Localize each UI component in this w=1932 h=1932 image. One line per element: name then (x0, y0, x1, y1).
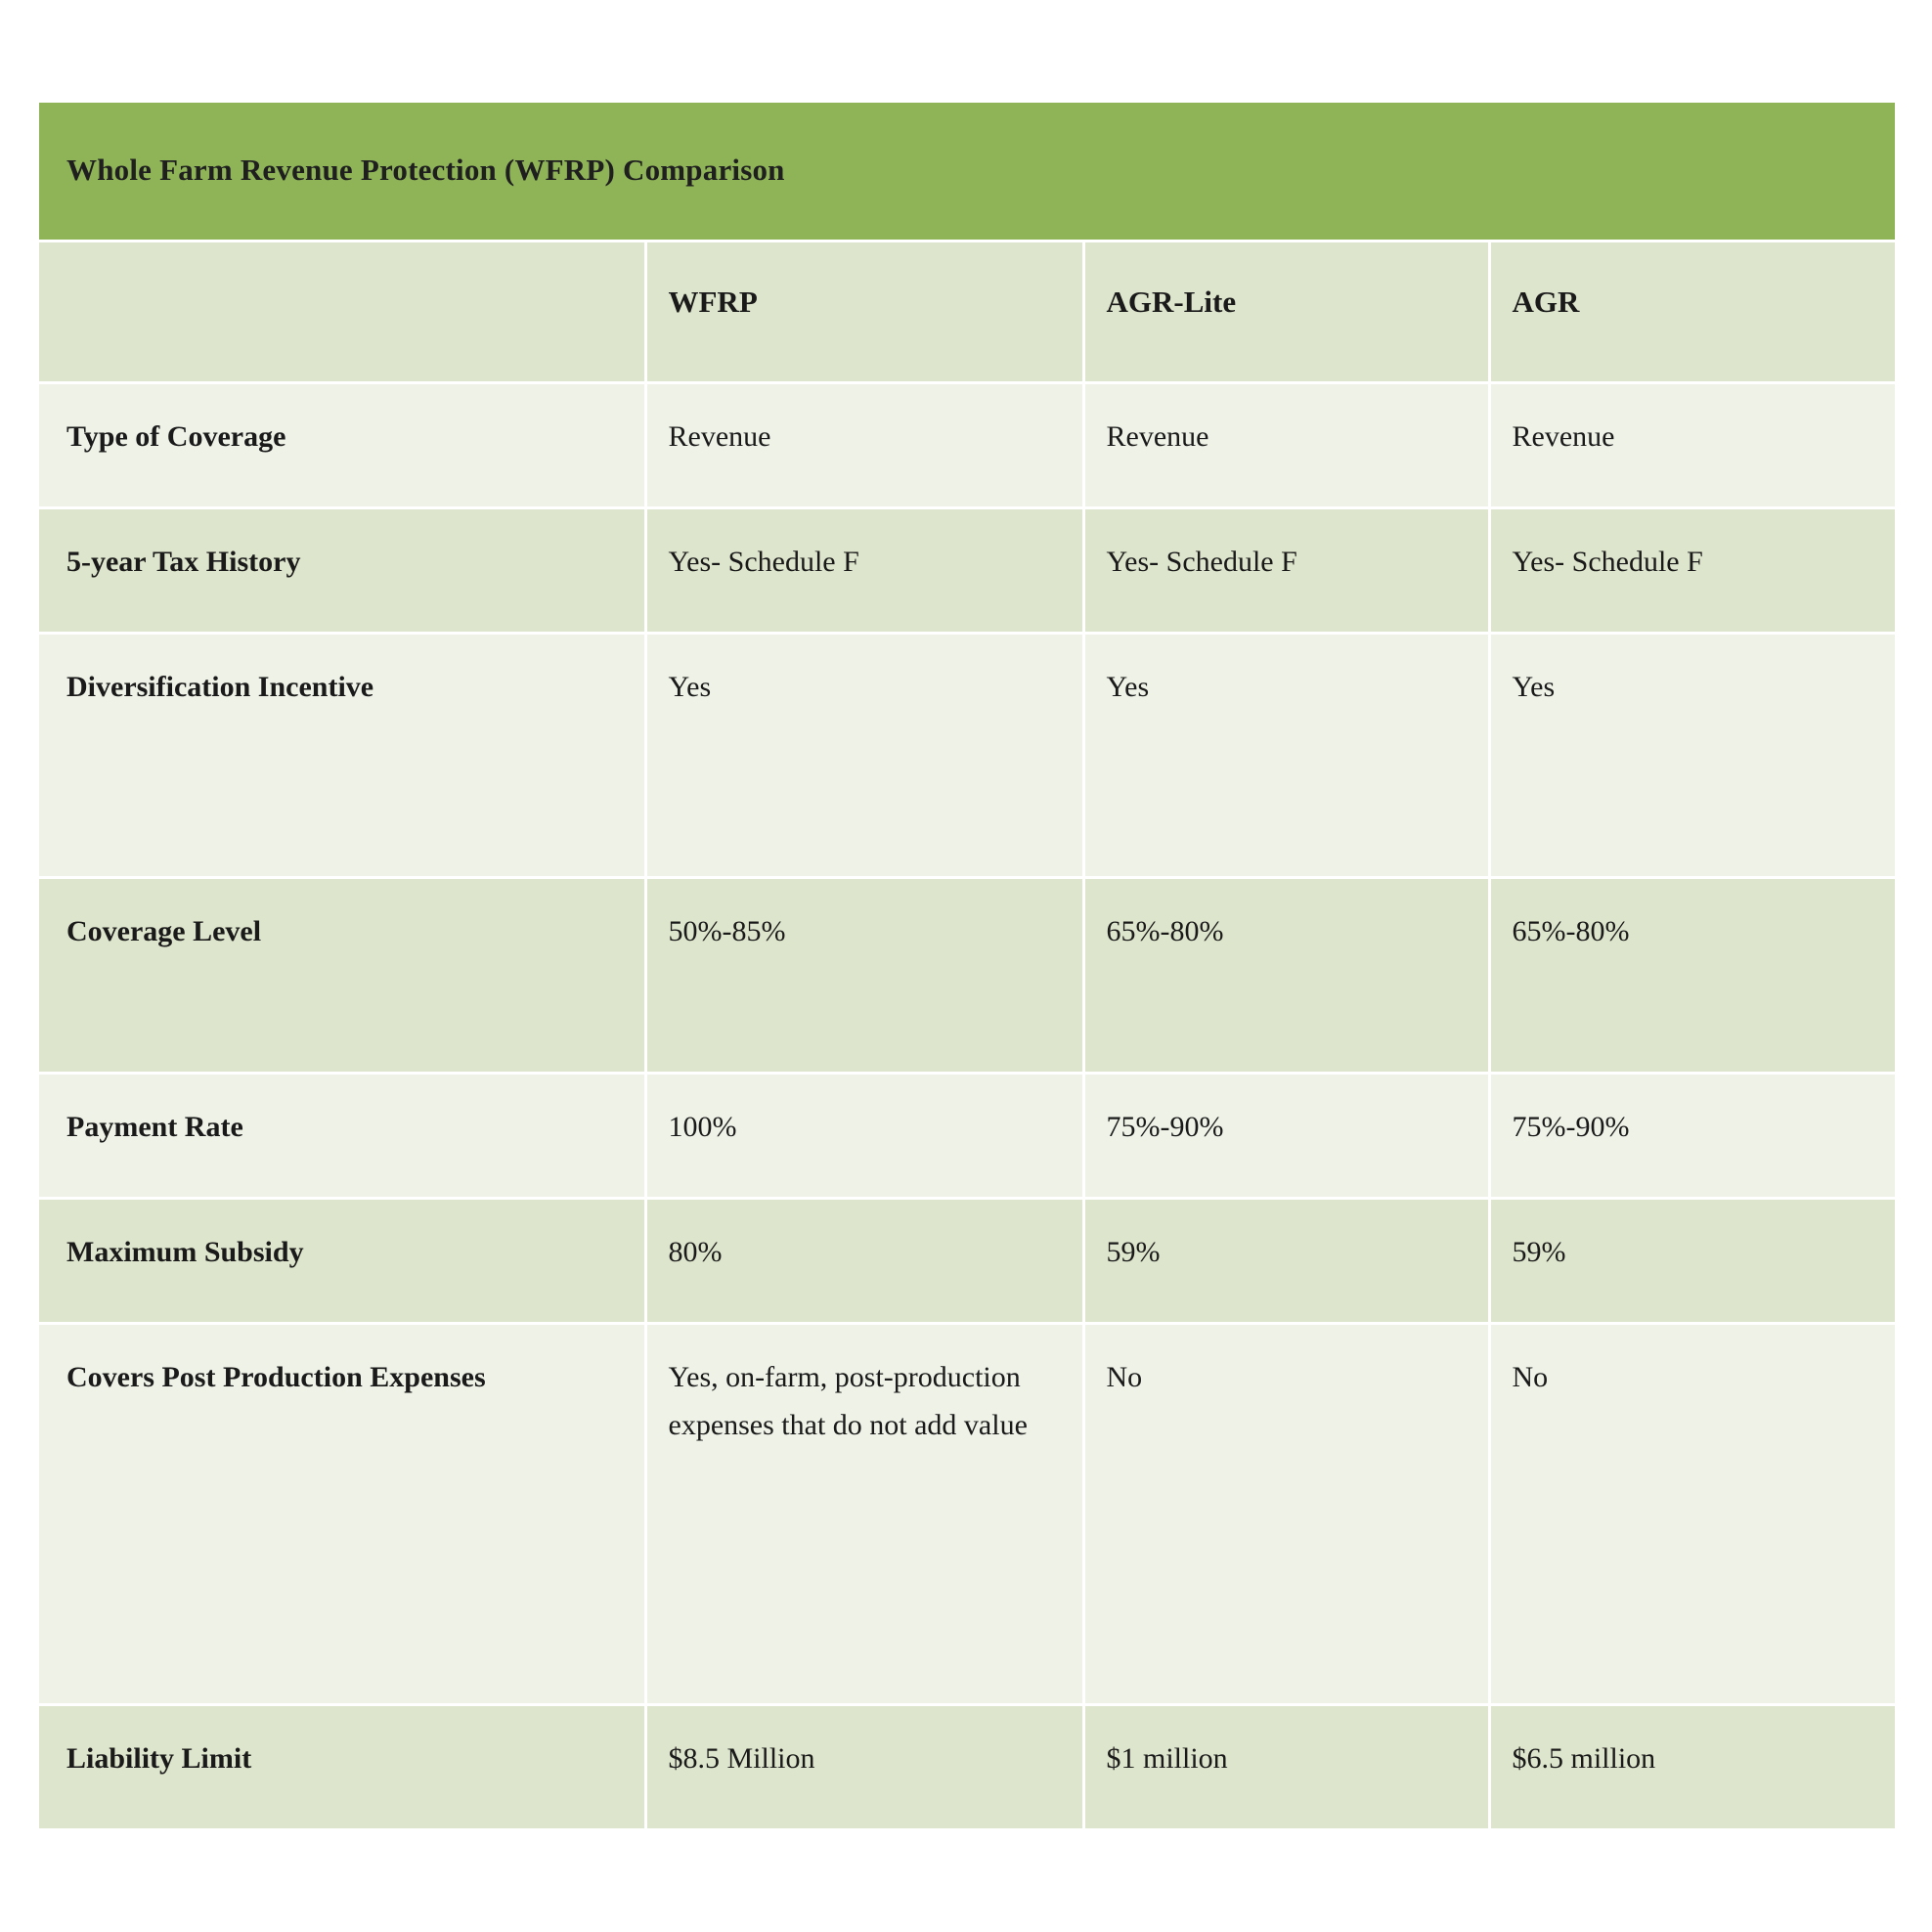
row-label-diversification-incentive: Diversification Incentive (39, 634, 645, 878)
cell-wfrp-diversification-incentive: Yes (645, 634, 1083, 878)
row-label-coverage-level: Coverage Level (39, 878, 645, 1074)
cell-agr-maximum-subsidy: 59% (1489, 1199, 1895, 1324)
cell-agr-liability-limit: $6.5 million (1489, 1705, 1895, 1830)
page-title: Whole Farm Revenue Protection (WFRP) Comparison (39, 103, 1895, 242)
row-label-liability-limit: Liability Limit (39, 1705, 645, 1830)
table-row (39, 878, 1895, 1074)
row-label-payment-rate: Payment Rate (39, 1074, 645, 1199)
cell-agr-covers-post-production-expenses: No (1489, 1324, 1895, 1705)
cell-agr-lite-type-of-coverage: Revenue (1083, 383, 1489, 508)
table-row (39, 1074, 1895, 1199)
cell-wfrp-maximum-subsidy: 80% (645, 1199, 1083, 1324)
cell-agr-coverage-level: 65%-80% (1489, 878, 1895, 1074)
cell-agr-lite-5-year-tax-history: Yes- Schedule F (1083, 508, 1489, 634)
row-label-covers-post-production-expenses: Covers Post Production Expenses (39, 1324, 645, 1705)
table-row (39, 508, 1895, 634)
table-row (39, 383, 1895, 508)
row-label-maximum-subsidy: Maximum Subsidy (39, 1199, 645, 1324)
cell-agr-lite-maximum-subsidy: 59% (1083, 1199, 1489, 1324)
column-header-wfrp: WFRP (645, 242, 1083, 383)
cell-wfrp-coverage-level: 50%-85% (645, 878, 1083, 1074)
table-row (39, 1199, 1895, 1324)
table-row (39, 634, 1895, 878)
cell-wfrp-payment-rate: 100% (645, 1074, 1083, 1199)
cell-agr-payment-rate: 75%-90% (1489, 1074, 1895, 1199)
comparison-table-container (39, 103, 1895, 1831)
cell-wfrp-5-year-tax-history: Yes- Schedule F (645, 508, 1083, 634)
cell-agr-lite-liability-limit: $1 million (1083, 1705, 1489, 1830)
cell-agr-lite-covers-post-production-expenses: No (1083, 1324, 1489, 1705)
cell-wfrp-type-of-coverage: Revenue (645, 383, 1083, 508)
wfrp-comparison-table (39, 103, 1895, 1831)
cell-agr-lite-coverage-level: 65%-80% (1083, 878, 1489, 1074)
row-label-type-of-coverage: Type of Coverage (39, 383, 645, 508)
cell-agr-type-of-coverage: Revenue (1489, 383, 1895, 508)
cell-wfrp-covers-post-production-expenses: Yes, on-farm, post-production expenses that do not add value (645, 1324, 1083, 1705)
table-header-row (39, 242, 1895, 383)
cell-agr-lite-diversification-incentive: Yes (1083, 634, 1489, 878)
table-title-row (39, 103, 1895, 242)
column-header-blank (39, 242, 645, 383)
cell-wfrp-liability-limit: $8.5 Million (645, 1705, 1083, 1830)
table-row (39, 1324, 1895, 1705)
cell-agr-lite-payment-rate: 75%-90% (1083, 1074, 1489, 1199)
table-row (39, 1705, 1895, 1830)
row-label-5-year-tax-history: 5-year Tax History (39, 508, 645, 634)
cell-agr-diversification-incentive: Yes (1489, 634, 1895, 878)
column-header-agr: AGR (1489, 242, 1895, 383)
cell-agr-5-year-tax-history: Yes- Schedule F (1489, 508, 1895, 634)
column-header-agr-lite: AGR-Lite (1083, 242, 1489, 383)
